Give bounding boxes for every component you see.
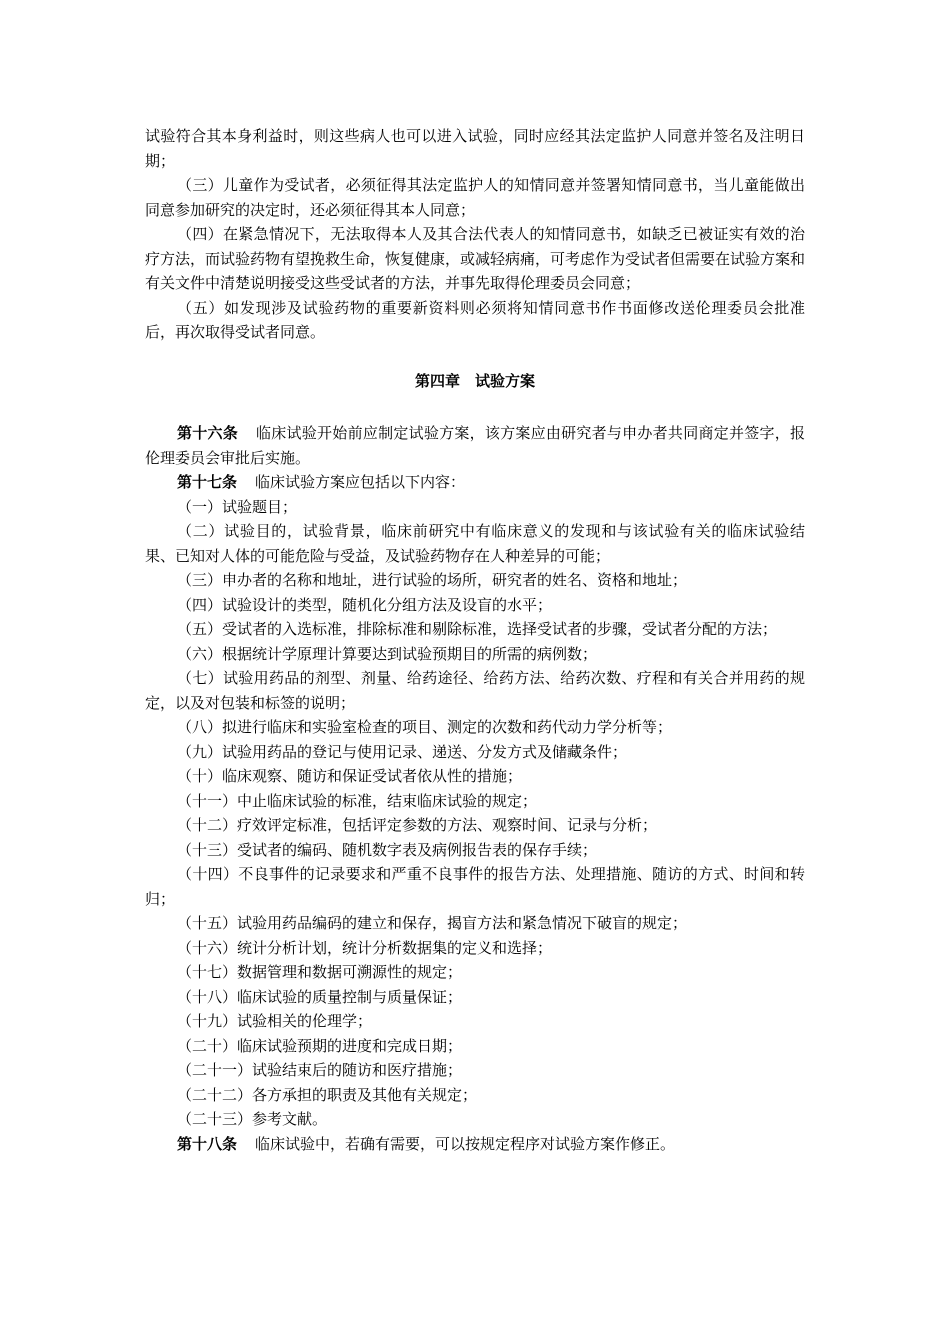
intro-paragraph: （五）如发现涉及试验药物的重要新资料则必须将知情同意书作书面修改送伦理委员会批准后，再次取得受试者同意。 [145,298,805,341]
intro-paragraph: （四）在紧急情况下，无法取得本人及其合法代表人的知情同意书，如缺乏已被证实有效的治疗方法，而试验药物有望挽救生命，恢复健康，或减轻病痛，可考虑作为受试者但需要在试验方案和有关文件中清楚说明接受这些受试者的方法，并事先取得伦理委员会同意； [145,225,806,292]
article-16-label: 第十六条 [177,424,239,442]
article-18-text: 临床试验中，若确有需要，可以按规定程序对试验方案作修正。 [255,1134,676,1153]
chapter-title: 第四章 试验方案 [414,371,535,390]
list-item: （十七）数据管理和数据可溯源性的规定； [177,963,463,981]
article-17-items [145,495,805,1132]
list-item: （八）拟进行临床和实验室检查的项目、测定的次数和药代动力学分析等； [177,718,673,736]
list-item: （二）试验目的，试验背景，临床前研究中有临床意义的发现和与该试验有关的临床试验结果、已知对人体的可能危险与受益，及试验药物存在人种差异的可能； [145,522,805,565]
list-item: （十八）临床试验的质量控制与质量保证； [177,987,463,1006]
list-item: （七）试验用药品的剂型、剂量、给药途径、给药方法、给药次数、疗程和有关合并用药的规定，以及对包装和标签的说明； [145,669,805,712]
article-16-text: 临床试验开始前应制定试验方案，该方案应由研究者与申办者共同商定并签字，报伦理委员会审批后实施。 [145,424,805,467]
list-item: （四）试验设计的类型，随机化分组方法及设盲的水平； [177,595,553,614]
list-item: （六）根据统计学原理计算要达到试验预期目的所需的病例数； [177,644,598,663]
list-item: （二十一）试验结束后的随访和医疗措施； [177,1061,463,1079]
list-item: （一）试验题目； [177,497,298,516]
list-item: （十三）受试者的编码、随机数字表及病例报告表的保存手续； [177,840,598,859]
intro-paragraph: （三）儿童作为受试者，必须征得其法定监护人的知情同意并签署知情同意书，当儿童能做出同意参加研究的决定时，还必须征得其本人同意； [145,176,805,219]
list-item: （十五）试验用药品编码的建立和保存，揭盲方法和紧急情况下破盲的规定； [177,914,688,932]
intro-paragraph: 试验符合其本身利益时，则这些病人也可以进入试验，同时应经其法定监护人同意并签名及注明日期； [145,127,805,170]
list-item: （十九）试验相关的伦理学； [177,1012,373,1030]
list-item: （十一）中止临床试验的标准，结束临床试验的规定； [177,791,538,810]
article-16 [145,421,805,470]
article-17-text: 临床试验方案应包括以下内容： [255,473,466,491]
list-item: （十六）统计分析计划，统计分析数据集的定义和选择； [177,938,553,957]
list-item: （十）临床观察、随访和保证受试者依从性的措施； [177,767,523,785]
list-item: （二十二）各方承担的职责及其他有关规定； [177,1085,478,1104]
list-item: （三）申办者的名称和地址，进行试验的场所，研究者的姓名、资格和地址； [177,571,688,589]
article-17-label: 第十七条 [177,473,238,491]
article-18 [145,1132,805,1157]
article-18-label: 第十八条 [177,1134,238,1153]
article-17 [145,470,805,495]
list-item: （二十）临床试验预期的进度和完成日期； [177,1036,463,1055]
list-item: （二十三）参考文献。 [177,1110,328,1128]
list-item: （十四）不良事件的记录要求和严重不良事件的报告方法、处理措施、随访的方式、时间和转归； [145,865,805,908]
list-item: （十二）疗效评定标准，包括评定参数的方法、观察时间、记录与分析； [177,816,658,834]
intro-section [145,124,805,345]
list-item: （五）受试者的入选标准，排除标准和剔除标准，选择受试者的步骤，受试者分配的方法； [177,620,778,638]
document-page [145,124,805,1156]
list-item: （九）试验用药品的登记与使用记录、递送、分发方式及储藏条件； [177,742,628,761]
